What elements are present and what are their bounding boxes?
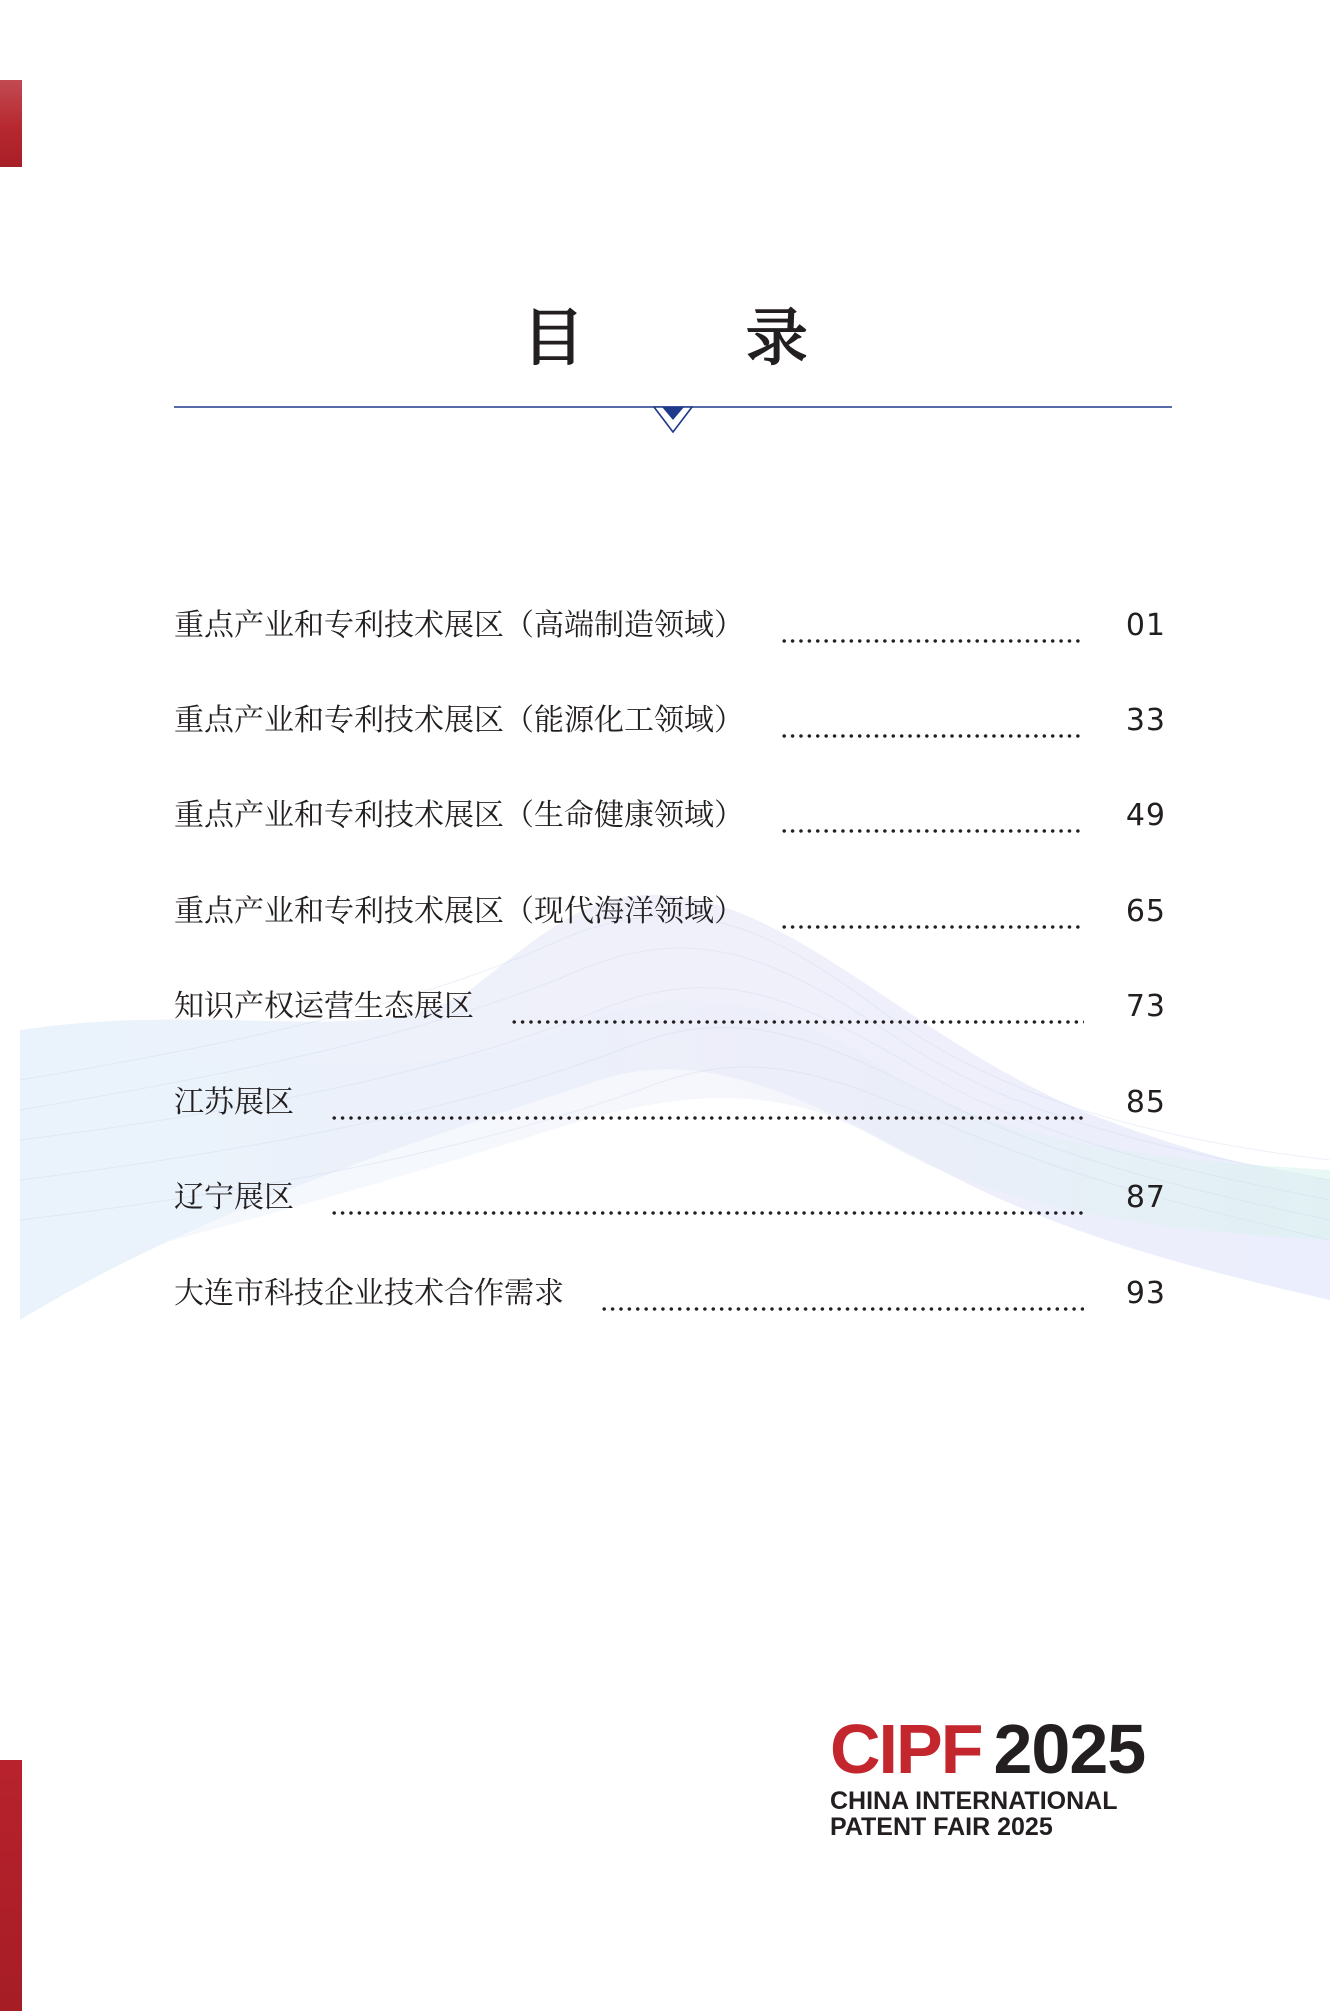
toc-entry-page-number: 87 bbox=[1125, 1180, 1166, 1215]
toc-entry-page-number: 33 bbox=[1125, 703, 1166, 738]
toc-entry[interactable] bbox=[174, 1077, 1166, 1125]
logo-year: 2025 bbox=[993, 1710, 1146, 1788]
toc-entry-page-number: 65 bbox=[1125, 894, 1166, 929]
logo-tagline-line1: CHINA INTERNATIONAL bbox=[830, 1787, 1118, 1815]
toc-entry-page-number: 85 bbox=[1125, 1085, 1166, 1120]
toc-entry[interactable] bbox=[174, 790, 1166, 838]
toc-entry[interactable] bbox=[174, 600, 1166, 648]
red-edge-tab-top bbox=[0, 80, 22, 167]
dot-leader bbox=[510, 985, 1084, 1029]
toc-entry[interactable] bbox=[174, 1268, 1166, 1316]
logo-wordmark bbox=[830, 1710, 1190, 1788]
dot-leader bbox=[780, 794, 1084, 838]
toc-entry-label: 重点产业和专利技术展区（能源化工领域） bbox=[174, 703, 744, 738]
toc-entry-page-number: 73 bbox=[1125, 989, 1166, 1024]
toc-entry-label: 大连市科技企业技术合作需求 bbox=[174, 1276, 564, 1311]
dot-leader bbox=[330, 1081, 1084, 1125]
logo-tagline-line2: PATENT FAIR 2025 bbox=[830, 1813, 1053, 1841]
dot-leader bbox=[600, 1272, 1084, 1316]
dot-leader bbox=[780, 890, 1084, 934]
title-divider bbox=[174, 404, 1172, 438]
toc-entry-label: 重点产业和专利技术展区（现代海洋领域） bbox=[174, 894, 744, 929]
cipf-logo bbox=[830, 1710, 1190, 1841]
toc-entry-label: 江苏展区 bbox=[174, 1085, 294, 1120]
toc-entry-label: 重点产业和专利技术展区（高端制造领域） bbox=[174, 608, 744, 643]
toc-entry-label: 辽宁展区 bbox=[174, 1180, 294, 1215]
toc-entry[interactable] bbox=[174, 886, 1166, 934]
dot-leader bbox=[780, 699, 1084, 743]
page-title: 目 录 bbox=[522, 301, 878, 374]
toc-entry[interactable] bbox=[174, 981, 1166, 1029]
toc-entry-page-number: 49 bbox=[1125, 798, 1166, 833]
toc-entry-label: 知识产权运营生态展区 bbox=[174, 989, 474, 1024]
dot-leader bbox=[330, 1176, 1084, 1220]
toc-entry-label: 重点产业和专利技术展区（生命健康领域） bbox=[174, 798, 744, 833]
toc-entry[interactable] bbox=[174, 695, 1166, 743]
red-edge-tab-bottom bbox=[0, 1760, 22, 2011]
toc-entry[interactable] bbox=[174, 1172, 1166, 1220]
dot-leader bbox=[780, 604, 1084, 648]
toc-entry-page-number: 93 bbox=[1125, 1276, 1166, 1311]
logo-brand: CIPF bbox=[830, 1710, 982, 1788]
toc-entry-page-number: 01 bbox=[1125, 608, 1166, 643]
